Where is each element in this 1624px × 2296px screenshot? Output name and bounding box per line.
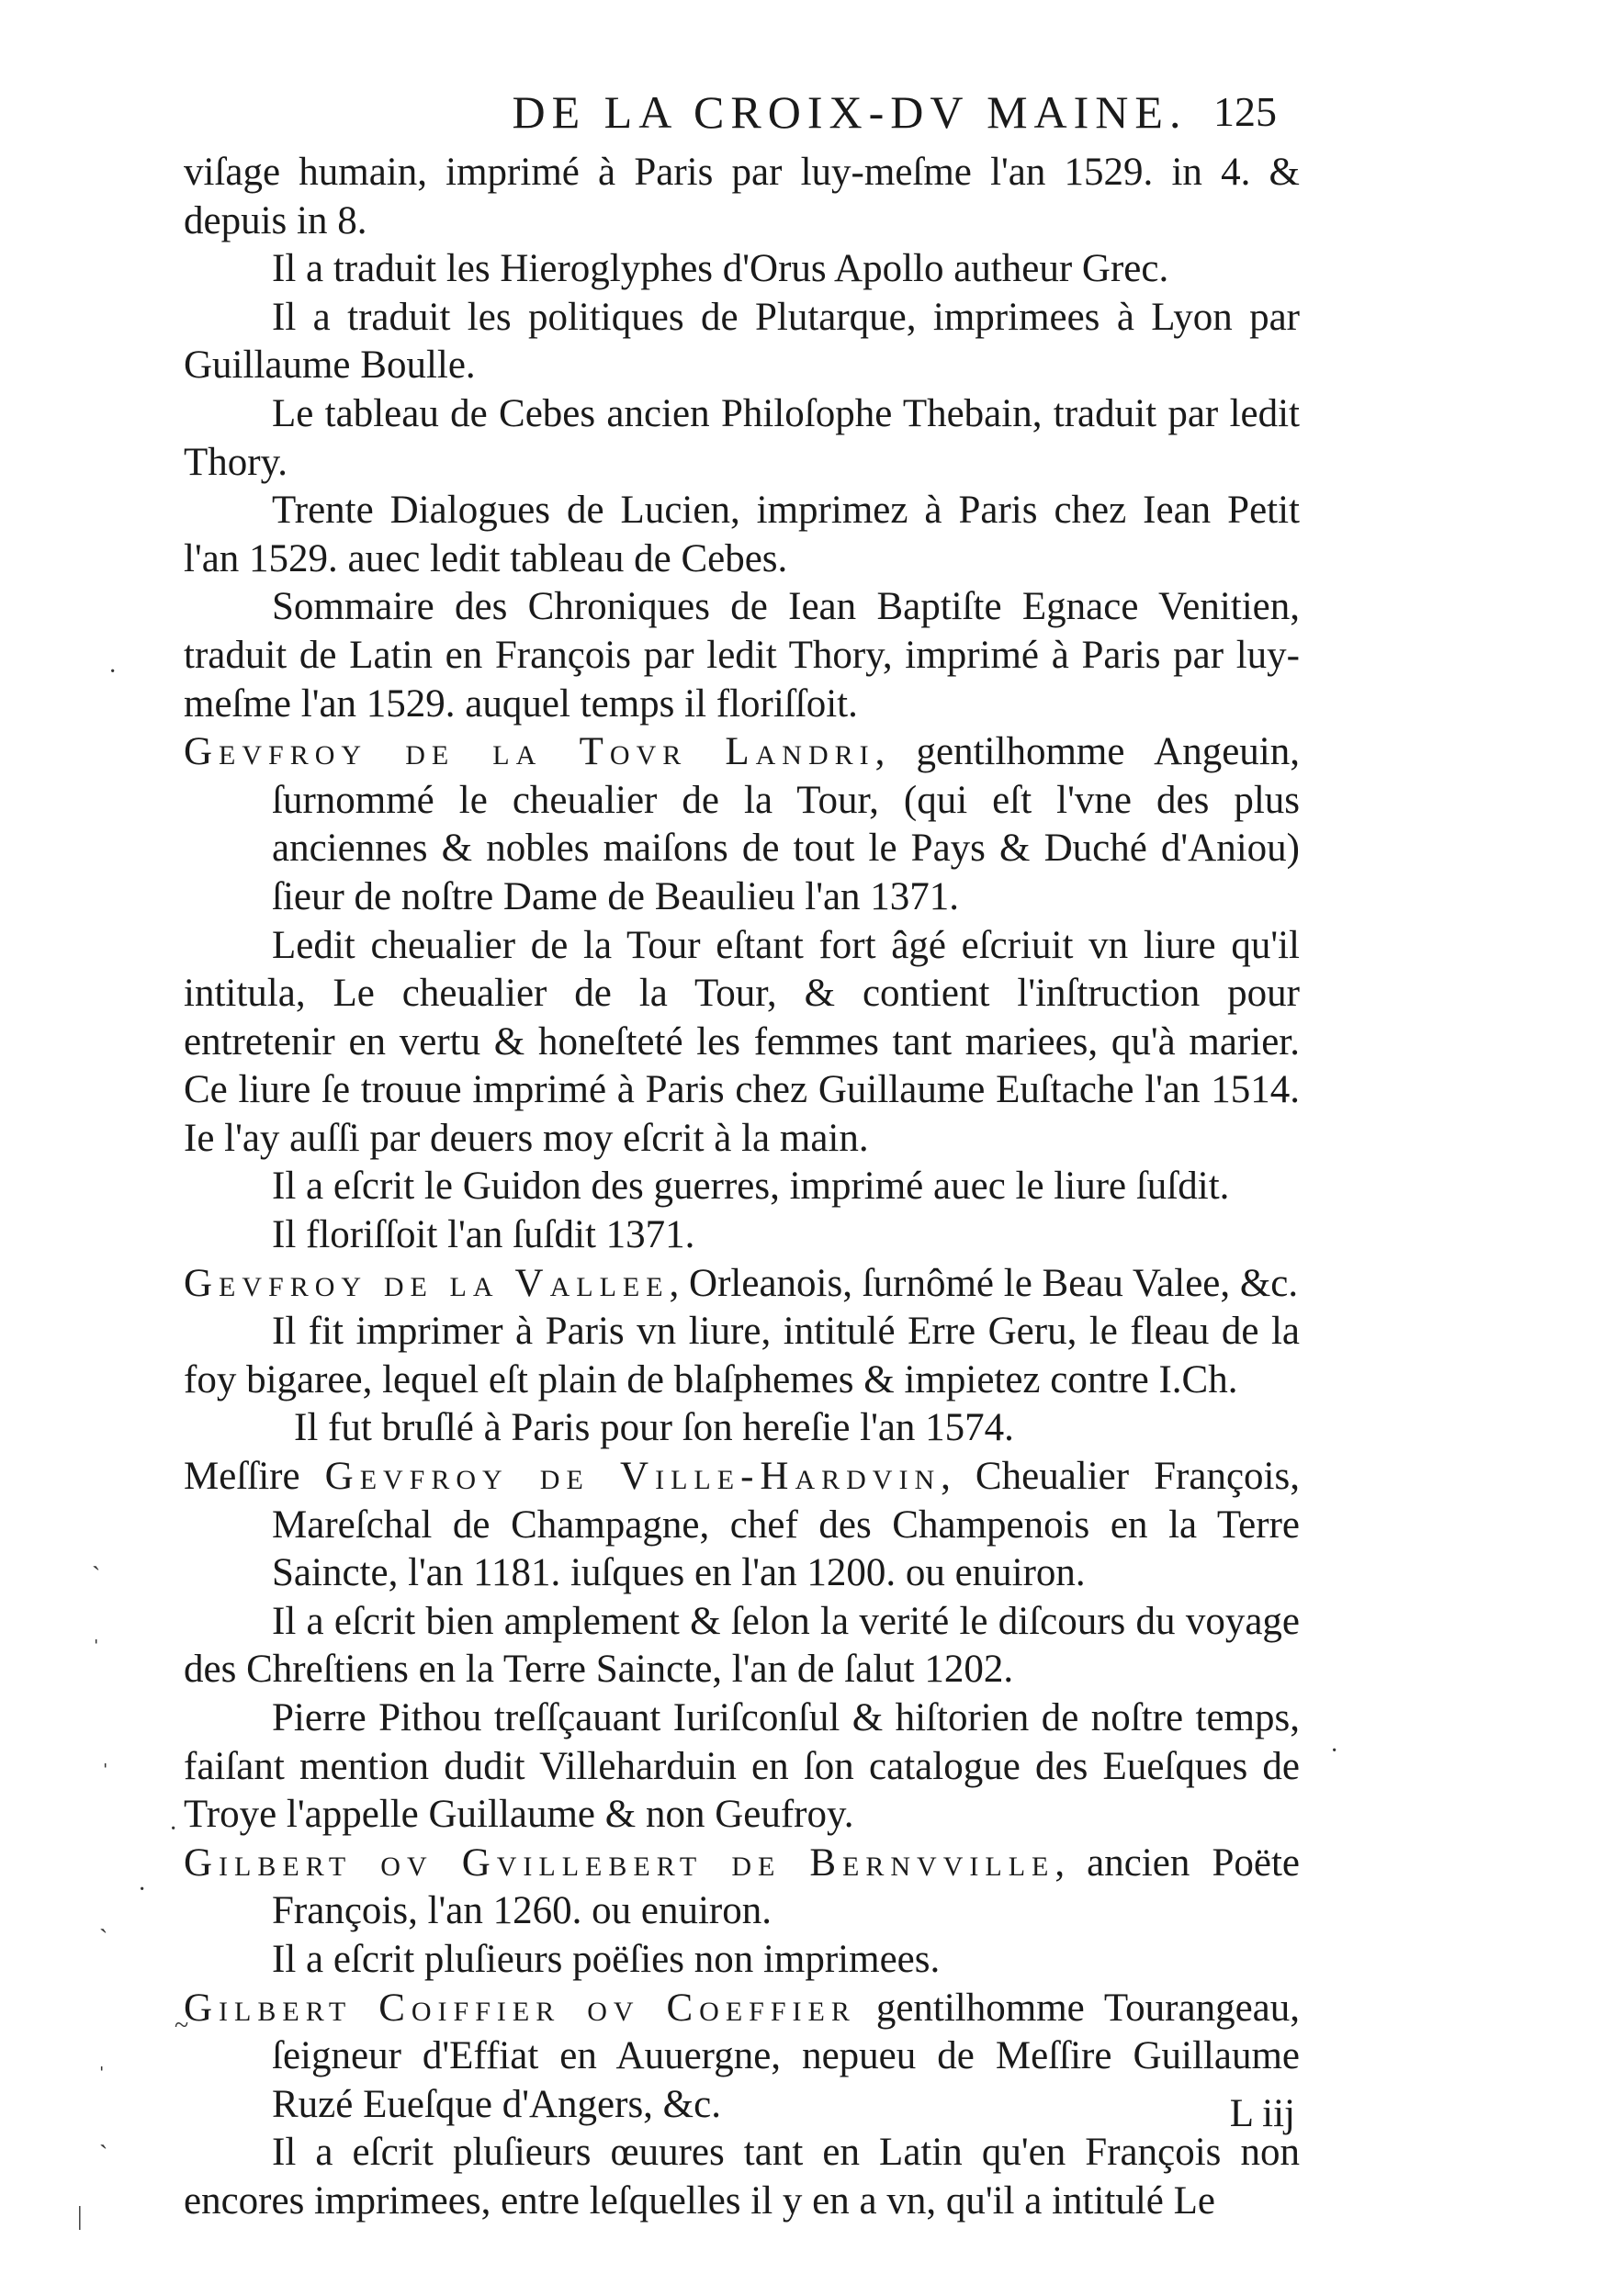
entry-prefix: Meſſire <box>184 1455 325 1499</box>
entry-text: , Cheualier François, Mareſchal de Champagne, chef des Champenois en la Terre Saincte, l'an 1181. iuſques en l'an 1200. ou enuiron. <box>272 1455 1300 1595</box>
entry-text: , Orleanois, ſurnômé le Beau Valee, &c. <box>669 1261 1299 1305</box>
paragraph: Il floriſſoit l'an ſuſdit 1371. <box>272 1213 695 1257</box>
paragraph: Il a traduit les Hieroglyphes d'Orus Apollo autheur Grec. <box>272 247 1169 291</box>
paragraph: Trente Dialogues de Lucien, imprimez à Paris chez Iean Petit l'an 1529. auec ledit tableau de Cebes. <box>184 489 1300 580</box>
page-number: 125 <box>1213 88 1277 135</box>
margin-tilde-mark: ~ <box>175 2011 189 2040</box>
paragraph: Sommaire des Chroniques de Iean Baptiſte Egnace Venitien, traduit de Latin en François par ledit Thory, imprimé à Paris par luy-meſme l'an 1529. auquel temps il floriſſoit. <box>184 585 1300 726</box>
entry-name: Gilbert Coiffier ov Coeffier <box>184 1986 856 2030</box>
margin-tick-mark: ˋ <box>99 2141 108 2169</box>
paragraph: Il a eſcrit pluſieurs œuures tant en Latin qu'en François non encores imprimees, entre leſquelles il y en a vn, qu'il a intitulé Le <box>184 2131 1300 2223</box>
margin-dot-mark: · <box>108 658 118 686</box>
paragraph: Il a eſcrit pluſieurs poëſies non imprimees. <box>272 1937 941 1981</box>
catchword: L iij <box>1229 2092 1295 2135</box>
paragraph: Il a traduit les politiques de Plutarque, imprimees à Lyon par Guillaume Boulle. <box>184 295 1300 388</box>
entry-text: , ancien Poëte François, l'an 1260. ou enuiron. <box>272 1840 1300 1933</box>
margin-tick-mark: ˋ <box>92 1562 101 1591</box>
margin-tick-mark: ˋ <box>99 1925 108 1953</box>
margin-tick-mark: ˈ <box>97 2063 107 2091</box>
entry-name: Gilbert ov Gvillebert de Bernvville <box>184 1840 1055 1885</box>
entry-text: , gentilhomme Angeuin, ſurnommé le cheualier de la Tour, (qui eſt l'vne des plus anciennes & nobles maiſons de tout le Pays & Duché d'Aniou) ſieur de noſtre Dame de Beaulieu l'an 1371. <box>272 730 1301 918</box>
margin-tick-mark: ˈ <box>92 1636 101 1664</box>
paragraph: Il fut bruſlé à Paris pour ſon hereſie l'an 1574. <box>294 1406 1014 1450</box>
paragraph: Ledit cheualier de la Tour eſtant fort âgé eſcriuit vn liure qu'il intitula, Le cheualier de la Tour, & contient l'inſtruction pour entretenir en vertu & honeſteté les femmes tant mariees, qu'à marier. Ce liure ſe trouue imprimé à Paris chez Guillaume Euſtache l'an 1514. Ie l'ay auſſi par deuers moy eſcrit à la main. <box>184 923 1300 1160</box>
entry-name: Gevfroy de la Tovr Landri <box>184 730 875 774</box>
entry-name: Gevfroy de la Vallee <box>184 1261 670 1305</box>
entry-name: Gevfroy de Ville-Hardvin <box>324 1455 942 1499</box>
paragraph: viſage humain, imprimé à Paris par luy-meſme l'an 1529. in 4. & depuis in 8. <box>184 151 1300 242</box>
margin-tick-mark: ˈ <box>101 1760 110 1788</box>
margin-tick-mark: | <box>77 2202 83 2231</box>
text-body <box>184 149 1300 2226</box>
paragraph: Il fit imprimer à Paris vn liure, intitulé Erre Geru, le fleau de la foy bigaree, lequel eſt plain de blaſphemes & impietez contre I.Ch. <box>184 1310 1300 1401</box>
entry-text: gentilhomme Tourangeau, ſeigneur d'Effiat en Auuergne, nepueu de Meſſire Guillaume Ruzé Eueſque d'Angers, &c. <box>272 1986 1301 2126</box>
margin-dot-mark: · <box>169 1815 178 1843</box>
entry-paragraph <box>184 1260 1300 1309</box>
entry-paragraph <box>184 1453 1300 1598</box>
entry-paragraph <box>184 728 1300 921</box>
paragraph: Le tableau de Cebes ancien Philoſophe Thebain, traduit par ledit Thory. <box>184 391 1300 484</box>
running-title: DE LA CROIX-DV MAINE. <box>512 86 1188 138</box>
paragraph: Il a eſcrit bien amplement & ſelon la verité le diſcours du voyage des Chreſtiens en la Terre Saincte, l'an de ſalut 1202. <box>184 1599 1300 1692</box>
margin-dot-mark: · <box>1330 1737 1339 1765</box>
paragraph: Pierre Pithou treſſçauant Iuriſconſul & hiſtorien de noſtre temps, faiſant mention dudit Villeharduin en ſon catalogue des Eueſques de Troye l'appelle Guillaume & non Geufroy. <box>184 1696 1300 1837</box>
entry-paragraph <box>184 1840 1300 1936</box>
margin-dot-mark: · <box>138 1875 147 1904</box>
paragraph: Il a eſcrit le Guidon des guerres, imprimé auec le liure ſuſdit. <box>272 1165 1230 1209</box>
